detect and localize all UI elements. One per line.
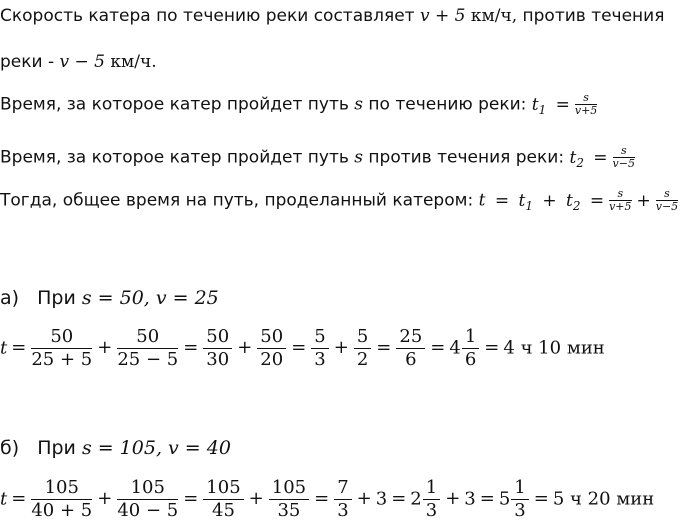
text: Время, за которое катер пройдет путь <box>0 94 349 115</box>
t: t <box>0 337 8 359</box>
plus: + <box>97 337 113 359</box>
math-speed-up: v − 5 <box>59 52 105 72</box>
symbol-s: s <box>354 147 364 168</box>
text: Скорость катера по течению реки составляет <box>0 6 415 26</box>
plus: + <box>542 190 557 211</box>
part-b-label: б) <box>0 437 20 459</box>
part-b-equation <box>0 478 654 521</box>
fraction: $\frac{105}{40 + 5}$ <box>31 477 93 521</box>
math-speed-down: v + 5 <box>420 6 466 26</box>
intro-line-1 <box>0 6 664 26</box>
equals: = <box>183 337 199 359</box>
fraction: $\frac{50}{30}$ <box>203 327 232 370</box>
part-a-equation <box>0 327 605 370</box>
intro-line-3 <box>0 92 598 117</box>
equals: = <box>291 337 307 359</box>
t2: $t_2$ <box>565 190 581 213</box>
result: 4 ч 10 мин <box>503 337 605 359</box>
t2: $t_2$ <box>569 147 584 170</box>
number: 3 <box>375 488 388 510</box>
fraction: $\frac{105}{45}$ <box>203 478 243 521</box>
equals: = <box>593 147 608 168</box>
plus: + <box>445 488 461 510</box>
text: При <box>37 437 76 459</box>
result: 5 ч 20 мин <box>552 488 655 510</box>
mixed-whole: 2 <box>410 488 422 510</box>
fraction: $\frac{1}{6}$ <box>462 327 479 370</box>
equals: = <box>183 488 199 510</box>
math-condition: s = 105, v = 40 <box>81 437 231 459</box>
plus: + <box>248 488 264 510</box>
text: реки - <box>0 52 55 72</box>
text: по течению реки: <box>368 94 527 115</box>
equals: = <box>11 337 27 359</box>
equals: = <box>484 337 500 359</box>
plus: + <box>237 337 253 359</box>
fraction: $\frac{1}{3}$ <box>423 478 440 521</box>
fraction: $\frac{1}{3}$ <box>511 478 528 521</box>
t1: $t_1$ <box>518 190 533 213</box>
mixed-whole: 5 <box>498 488 511 510</box>
fraction: $\frac{105}{40 - 5}$ <box>117 477 179 521</box>
plus: + <box>636 190 651 211</box>
equals: = <box>314 488 330 510</box>
equals: = <box>555 94 570 115</box>
equals: = <box>494 190 510 211</box>
plus: + <box>356 488 372 510</box>
equals: = <box>376 337 392 359</box>
fraction: $\frac{50}{20}$ <box>257 327 286 370</box>
equals: = <box>479 488 495 510</box>
fraction: $\frac{s}{v-5}$ <box>655 187 679 214</box>
mixed-whole: 4 <box>449 337 461 359</box>
intro-line-2 <box>0 52 157 72</box>
t: t <box>0 488 8 510</box>
t1: $t_1$ <box>531 94 547 117</box>
fraction: $\frac{s}{v+5}$ <box>609 187 632 214</box>
fraction-t2: $\frac{s}{v-5}$ <box>612 144 635 171</box>
equals: = <box>391 488 407 510</box>
fraction: $\frac{50}{25 - 5}$ <box>117 326 179 370</box>
text: против течения <box>522 6 665 26</box>
part-a-label: а) <box>0 287 20 309</box>
fraction: $\frac{5}{3}$ <box>311 327 328 370</box>
fraction-t1: $\frac{s}{v+5}$ <box>574 91 598 118</box>
equals: = <box>11 488 27 510</box>
plus: + <box>97 488 113 510</box>
fraction: $\frac{50}{25 + 5}$ <box>31 326 93 370</box>
text: против течения реки: <box>368 147 565 168</box>
unit: км/ч, <box>470 6 518 26</box>
equals: = <box>589 190 605 211</box>
intro-line-4 <box>0 145 636 170</box>
text: При <box>37 287 76 309</box>
fraction: $\frac{7}{3}$ <box>334 478 351 521</box>
fraction: $\frac{25}{6}$ <box>396 327 425 370</box>
text: Время, за которое катер пройдет путь <box>0 147 349 168</box>
symbol-s: s <box>354 94 364 115</box>
plus: + <box>333 337 349 359</box>
unit: км/ч. <box>110 52 157 72</box>
math-condition: s = 50, v = 25 <box>81 287 219 309</box>
part-b-condition <box>0 437 231 459</box>
t: t <box>478 190 486 211</box>
intro-line-5 <box>0 188 679 213</box>
equals: = <box>533 488 549 510</box>
fraction: $\frac{5}{2}$ <box>354 327 371 370</box>
fraction: $\frac{105}{35}$ <box>269 478 309 521</box>
equals: = <box>430 337 446 359</box>
text: Тогда, общее время на путь, проделанный катером: <box>0 190 474 211</box>
part-a-condition <box>0 287 219 309</box>
number: 3 <box>464 488 476 510</box>
